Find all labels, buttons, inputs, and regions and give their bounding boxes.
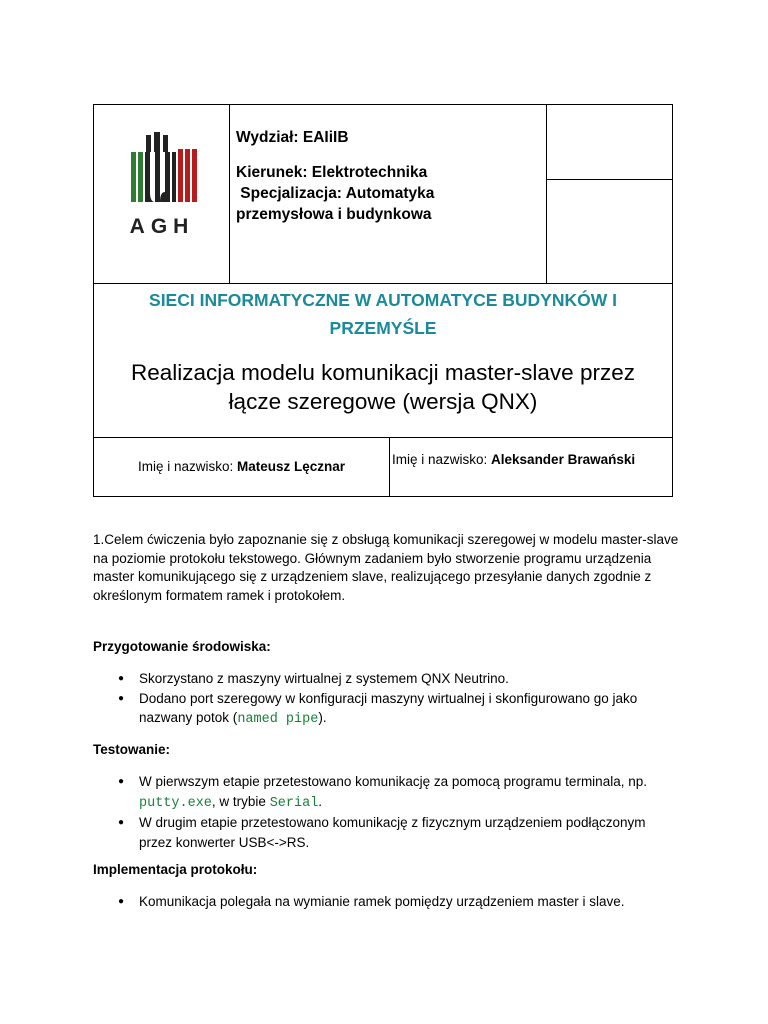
title-row (94, 284, 672, 438)
code-serial: Serial (269, 795, 319, 811)
section-heading-testing: Testowanie: (93, 742, 171, 757)
list-item-text: , w trybie (211, 793, 270, 809)
name-label: Imię i nazwisko: (137, 459, 237, 474)
title-table-header-row (94, 105, 672, 284)
list-item-text: W pierwszym etapie przetestowano komunikację za pomocą programu terminala, np. (139, 774, 647, 789)
testing-list (118, 772, 678, 852)
author-cell-1 (94, 438, 390, 496)
empty-cell-bottom (547, 179, 673, 284)
code-named-pipe: named pipe (237, 712, 319, 727)
section-heading-environment: Przygotowanie środowiska: (93, 639, 271, 654)
faculty-info-cell (229, 105, 547, 283)
faculty-text: Wydział: EAIiIB (236, 129, 349, 146)
author-cell-2 (390, 438, 673, 496)
protocol-list (118, 892, 678, 912)
code-putty: putty.exe (139, 795, 212, 811)
section-heading-protocol: Implementacja protokołu: (93, 862, 258, 877)
agh-logo-text: AGH (129, 215, 195, 238)
title-table (93, 104, 673, 497)
authors-row (94, 438, 672, 496)
specialization-text-1: Specjalizacja: Automatyka (236, 185, 435, 202)
list-item: ● Komunikacja polegała na wymianie ramek pomiędzy urządzeniem master i slave. (118, 892, 678, 912)
empty-cell-top (547, 105, 673, 180)
author-name-2: Aleksander Brawański (491, 452, 636, 467)
lab-title: Realizacja modelu komunikacji master-slave przez łącze szeregowe (wersja QNX) (131, 360, 635, 414)
list-item: ● Skorzystano z maszyny wirtualnej z systemem QNX Neutrino. (118, 669, 678, 689)
list-item (118, 689, 678, 730)
author-name-1: Mateusz Lęcznar (236, 459, 346, 474)
list-item-text: . (318, 793, 323, 809)
agh-logo-mark (131, 132, 197, 202)
list-item (118, 772, 678, 813)
logo-cell (94, 105, 230, 283)
list-item: ● W drugim etapie przetestowano komunikację z fizycznym urządzeniem podłączonym przez konwerter USB<->RS. (118, 813, 678, 852)
intro-paragraph: 1.Celem ćwiczenia było zapoznanie się z obsługą komunikacji szeregowej w modelu master-slave na poziomie protokołu tekstowego. Głównym zadaniem było stworzenie programu urządzenia master komunikującego się z urządzeniem slave, realizującego przesyłanie danych zgodnie z określonym formatem ramek i protokołem. (93, 532, 679, 603)
specialization-text-2: przemysłowa i budynkowa (236, 206, 432, 223)
environment-list (118, 669, 678, 730)
list-item-text: ). (318, 710, 327, 725)
agh-logo (94, 105, 229, 284)
name-label: Imię i nazwisko: (392, 452, 492, 467)
field-text: Kierunek: Elektrotechnika (236, 164, 428, 181)
course-title: SIECI INFORMATYCZNE W AUTOMATYCE BUDYNKÓW I PRZEMYŚLE (149, 290, 617, 338)
list-item-text: Dodano port szeregowy w konfiguracji maszyny wirtualnej i skonfigurowano go jako nazwany potok ( (139, 690, 638, 725)
